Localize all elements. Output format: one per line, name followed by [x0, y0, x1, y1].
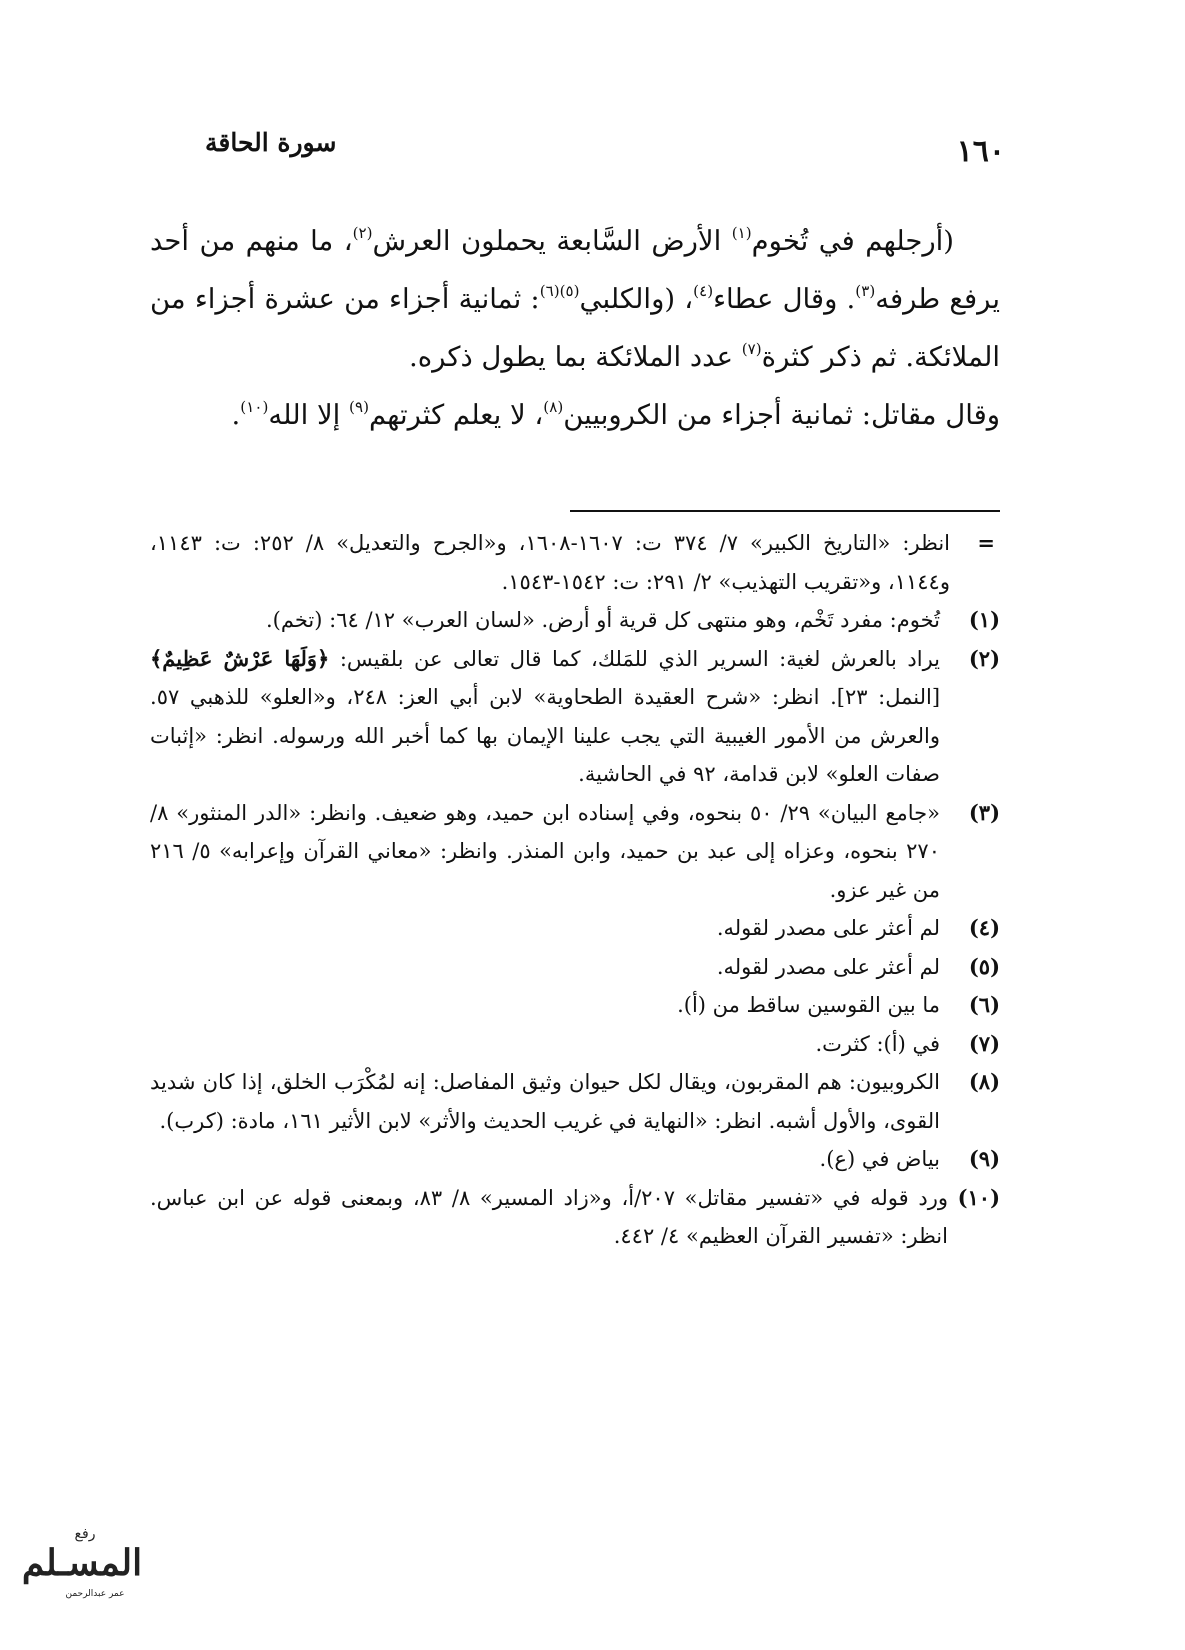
text-run: إلا الله [268, 399, 350, 431]
footnote-text: ورد قوله في «تفسير مقاتل» ٢٠٧/أ، و«زاد المسير» ٨/ ٨٣، وبمعنى قوله عن ابن عباس. انظر: «تفسير القرآن العظيم» ٤/ ٤٤٢. [150, 1185, 948, 1248]
page-header [205, 128, 1035, 178]
text-run: الأرض السَّابعة يحملون العرش [372, 225, 732, 257]
footnote-number: (٣) [968, 799, 1000, 825]
footnote-ref[interactable]: (٧) [741, 339, 762, 358]
footnote-text: بياض في (ع). [819, 1147, 940, 1171]
footnote-5 [150, 948, 1000, 987]
footnote-text: ما بين القوسين ساقط من (أ). [677, 993, 940, 1017]
footnote-text: يراد بالعرش لغية: السرير الذي للمَلك، كما قال تعالى عن بلقيس: [329, 646, 940, 671]
text-run: (أرجلهم في تُخوم [751, 225, 955, 257]
continuation-marker: = [977, 530, 995, 555]
text-run: ، ما منهم من أحد يرفع طرفه [150, 225, 1000, 315]
footnote-number: (٢) [968, 645, 1000, 671]
footnote-7 [150, 1025, 1000, 1064]
footnote-text: «جامع البيان» ٢٩/ ٥٠ بنحوه، وفي إسناده ابن حميد، وهو ضعيف. وانظر: «الدر المنثور» ٨/ ٢٧٠ بنحوه، وعزاه إلى عبد بن حميد، وابن المنذر. وانظر: «معاني القرآن وإعرابه» ٥/ ٢١٦ من غير عزو. [150, 800, 940, 902]
footnote-ref[interactable]: (١) [731, 223, 752, 242]
surah-title: سورة الحاقة [205, 128, 337, 157]
footnote-number: (٦) [968, 992, 1000, 1017]
footnote-text: لم أعثر على مصدر لقوله. [716, 916, 940, 940]
text-run: . وقال عطاء [713, 283, 856, 315]
text-run: وقال مقاتل: ثمانية أجزاء من الكروبيين [563, 399, 1000, 431]
footnote-ref[interactable]: (٥)(٦) [539, 281, 580, 300]
footnote-10 [150, 1179, 1000, 1256]
footnote-4 [150, 909, 1000, 948]
footnote-number: (٩) [968, 1146, 1000, 1171]
footnote-ref[interactable]: (٨) [543, 397, 564, 416]
footnote-number: (١٠) [957, 1184, 1000, 1210]
footnote-ref[interactable]: (٤) [693, 281, 714, 300]
footnote-text: انظر: «التاريخ الكبير» ٧/ ٣٧٤ ت: ١٦٠٧-١٦٠٨، و«الجرح والتعديل» ٨/ ٢٥٢: ت: ١١٤٣، و١١٤٤، و«تقريب التهذيب» ٢/ ٢٩١: ت: ١٥٤٢-١٥٤٣. [150, 531, 951, 594]
footnote-text: الكروبيون: هم المقربون، ويقال لكل حيوان وثيق المفاصل: إنه لمُكْرَب الخلق، إذا كان شديد القوى، والأول أشبه. انظر: «النهاية في غريب الحديث والأثر» لابن الأثير ١٦١، مادة: (كرب). [150, 1070, 940, 1133]
footnote-2 [150, 640, 1000, 794]
footnote-number: (٥) [968, 953, 1000, 979]
footnote-text: تُخوم: مفرد تَخْم، وهو منتهى كل قرية أو أرض. «لسان العرب» ١٢/ ٦٤: (تخم). [266, 608, 940, 632]
text-run: : ثمانية أجزاء من عشرة أجزاء من الملائكة. ثم ذكر كثرة [150, 283, 1000, 373]
footnote-number: (٧) [968, 1030, 1000, 1056]
footnote-ref[interactable]: (١٠) [240, 397, 269, 416]
logo-subtext: رفع [74, 1526, 96, 1542]
footnote-text: في (أ): كثرت. [815, 1031, 940, 1056]
footnote-1 [150, 601, 1000, 640]
footnote-6 [150, 986, 1000, 1025]
footnote-continuation [150, 524, 1000, 601]
text-run: ، (والكلبي [579, 283, 694, 315]
text-run: . [231, 399, 241, 431]
footnote-number: (١) [968, 607, 1000, 632]
footnote-ref[interactable]: (٩) [349, 397, 369, 416]
text-run: ، لا يعلم كثرتهم [368, 399, 544, 431]
footnote-ref[interactable]: (٣) [855, 281, 876, 300]
quran-verse: ﴿وَلَهَا عَرْشٌ عَظِيمٌ﴾ [150, 645, 330, 671]
text-run: عدد الملائكة بما يطول ذكره. [409, 341, 742, 373]
footnote-9 [150, 1140, 1000, 1179]
main-paragraph [150, 212, 1000, 386]
logo-caption: عمر عبدالرحمن [65, 1589, 125, 1599]
footnote-text: لم أعثر على مصدر لقوله. [716, 954, 940, 979]
logo-text: المسـلم [21, 1542, 143, 1584]
footnote-text: [النمل: ٢٣]. انظر: «شرح العقيدة الطحاوية» لابن أبي العز: ٢٤٨، و«العلو» للذهبي ٥٧. والعرش من الأمور الغيبية التي يجب علينا الإيمان بها كما أخبر الله ورسوله. انظر: «إثبات صفات العلو» لابن قدامة، ٩٢ في الحاشية. [150, 685, 941, 786]
main-text [150, 212, 1000, 444]
footnote-divider [570, 510, 1000, 512]
footnote-8 [150, 1063, 1000, 1140]
page-number: ١٦٠ [956, 134, 1005, 169]
footnotes [150, 524, 1000, 1256]
main-paragraph [150, 386, 1000, 444]
publisher-logo [0, 1500, 190, 1650]
footnote-ref[interactable]: (٢) [352, 223, 373, 242]
footnote-number: (٨) [968, 1069, 1000, 1094]
footnote-number: (٤) [968, 915, 1000, 940]
footnote-3 [150, 794, 1000, 910]
